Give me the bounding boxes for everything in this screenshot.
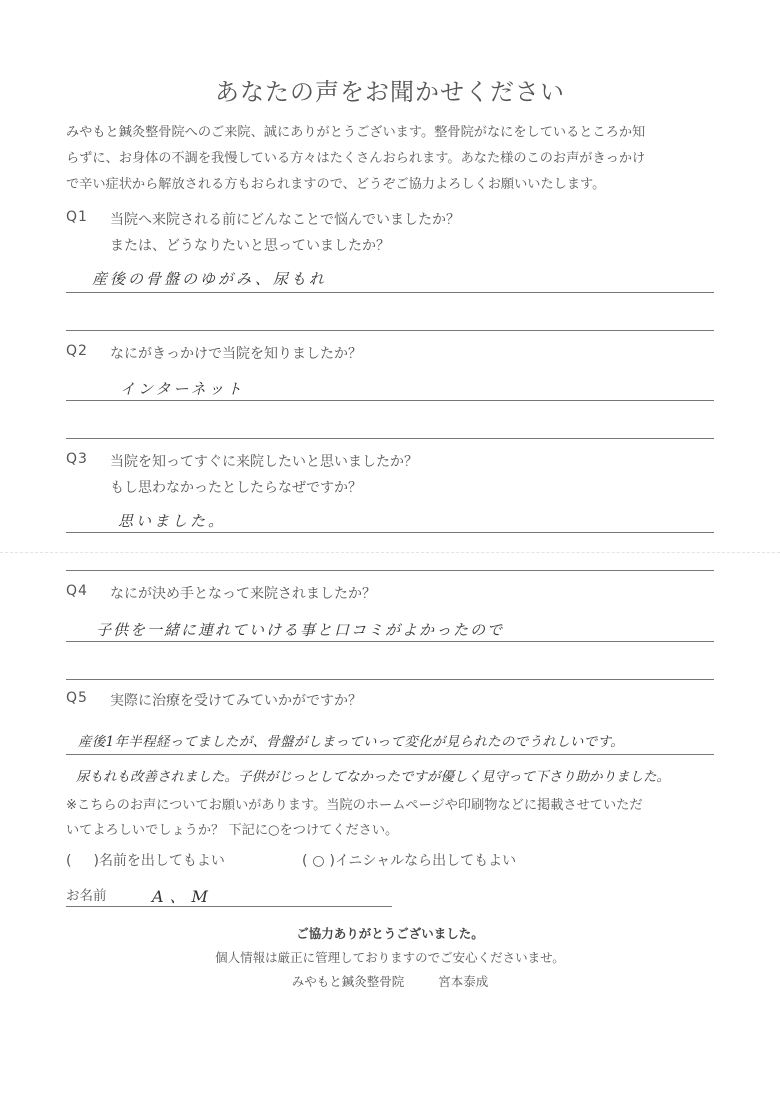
- q3-text-2: もし思わなかったとしたらなぜですか？: [110, 480, 362, 496]
- q1-answer-line-2: [66, 330, 714, 331]
- q2-number: Q2: [66, 343, 88, 359]
- choice-initial-ok[interactable]: [302, 850, 516, 870]
- privacy-message: 個人情報は厳正に管理しておりますのでご安心くださいませ。: [215, 950, 565, 965]
- q3-answer-line-1: [66, 532, 714, 533]
- q5-number: Q5: [66, 690, 88, 706]
- thanks-message: ご協力ありがとうございました。: [296, 926, 484, 941]
- q3-answer: 思いました。: [118, 512, 227, 530]
- q5-text-1: 実際に治療を受けてみていかがですか？: [110, 693, 362, 709]
- name-underline: [66, 906, 392, 907]
- q2-answer-line-1: [66, 400, 714, 401]
- q1-answer-line-1: [66, 292, 714, 293]
- name-value: A、M: [152, 887, 214, 906]
- publication-notice-1: ※こちらのお声についてお願いがあります。当院のホームページや印刷物などに掲載させていただ: [66, 798, 643, 813]
- choice-paren-open: (: [302, 853, 308, 869]
- director-name: 宮本泰成: [438, 974, 489, 989]
- intro-line-2: らずに、お身体の不調を我慢している方々はたくさんおられます。あなた様のこのお声がきっかけ: [66, 151, 646, 166]
- q5-answer-line-1: [66, 754, 714, 755]
- choice-name-ok[interactable]: [66, 850, 225, 870]
- page-title: あなたの声をお聞かせください: [215, 78, 565, 106]
- clinic-name: みやもと鍼灸整骨院: [291, 974, 405, 989]
- q4-answer-line-2: [66, 679, 714, 680]
- choice-paren-open: (: [66, 853, 72, 869]
- q4-text-1: なにが決め手となって来院されましたか？: [110, 586, 376, 602]
- q2-answer-line-2: [66, 438, 714, 439]
- q1-text-1: 当院へ来院される前にどんなことで悩んでいましたか？: [110, 212, 460, 228]
- q2-text-1: なにがきっかけで当院を知りましたか？: [110, 346, 362, 362]
- q3-answer-line-2: [66, 570, 714, 571]
- name-label: お名前: [66, 888, 107, 904]
- q1-answer: 産後の骨盤のゆがみ、尿もれ: [92, 270, 327, 288]
- q5-answer-2: 尿もれも改善されました。子供がじっとしてなかったですが優しく見守って下さり助かりました。: [76, 769, 670, 785]
- intro-line-3: で辛い症状から解放される方もおられますので、どうぞご協力よろしくお願いいたします。: [66, 177, 606, 192]
- choice-paren-close: ): [93, 853, 99, 869]
- q1-number: Q1: [66, 209, 88, 225]
- choice-name-ok-label: 名前を出してもよい: [98, 853, 225, 869]
- q4-answer: 子供を一緒に連れていける事と口コミがよかったので: [96, 621, 505, 639]
- q1-text-2: または、どうなりたいと思っていましたか？: [110, 238, 390, 254]
- publication-notice-2: いてよろしいでしょうか？ 下記に○をつけてください。: [66, 823, 399, 838]
- q4-answer-line-1: [66, 641, 714, 642]
- choice-initial-ok-mark: ○: [312, 853, 325, 869]
- q3-text-1: 当院を知ってすぐに来院したいと思いましたか？: [110, 454, 418, 470]
- clinic-signature: [0, 972, 780, 990]
- q4-number: Q4: [66, 583, 88, 599]
- q5-answer-1: 産後1年半程経ってましたが、骨盤がしまっていって変化が見られたのでうれしいです。: [78, 734, 625, 750]
- paper-fold-line: [0, 552, 780, 553]
- q2-answer: インターネット: [120, 380, 245, 398]
- intro-line-1: みやもと鍼灸整骨院へのご来院、誠にありがとうございます。整骨院がなにをしているところか知: [66, 125, 646, 140]
- choice-paren-close: ): [329, 853, 335, 869]
- q3-number: Q3: [66, 451, 88, 467]
- choice-initial-ok-label: イニシャルなら出してもよい: [334, 853, 517, 869]
